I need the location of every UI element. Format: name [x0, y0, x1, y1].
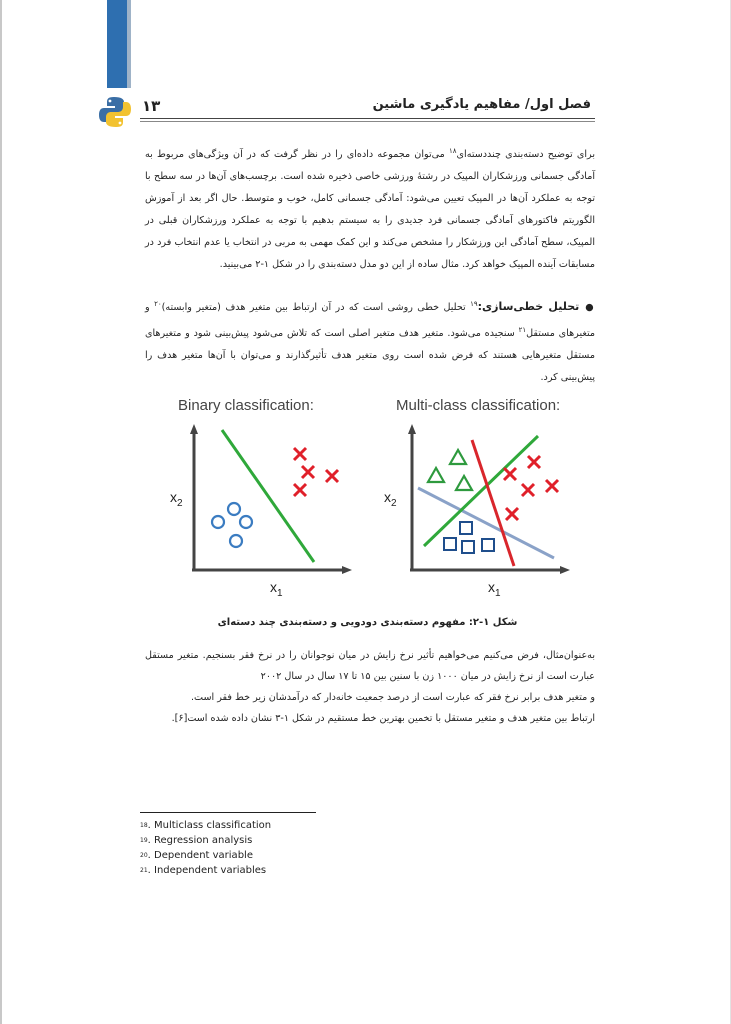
- example-line-3: ارتباط بین متغیر هدف و متغیر مستقل با تخمین بهترین خط مستقیم در شکل ۱-۳ نشان داده شده است[۶].: [171, 713, 595, 724]
- multiclass-y-arrow: [408, 424, 416, 434]
- python-logo-icon: [98, 95, 132, 129]
- class-square-point: [462, 541, 474, 553]
- class-square-point: [444, 538, 456, 550]
- class-circle-point: [212, 516, 224, 528]
- class-triangle-point: [456, 476, 472, 490]
- class-circle-point: [240, 516, 252, 528]
- bullet-text-c: سنجیده می‌شود. متغیر هدف متغیر اصلی است که تلاش می‌شود پیش‌بینی شود و متغیرهای مستقل متغیرهایی هستند که فرض شده است روی متغیر هدف تأثیرگذارند و می‌توان با آن‌ها متغیر هدف را پیش‌بینی کرد.: [145, 328, 595, 384]
- footnote-ref-18[interactable]: ۱۸: [448, 147, 457, 155]
- blue-tab-decoration: [107, 0, 127, 88]
- footnote-item: $^{19}$. Regression analysis: [140, 835, 253, 846]
- multiclass-title: Multi-class classification:: [396, 397, 561, 414]
- example-line-2: و متغیر هدف برابر نرخ فقر که عبارت است از درصد جمعیت خانه‌دار که درآمدشان زیر خط فقر است.: [191, 692, 595, 703]
- multiclass-x-arrow: [560, 566, 570, 574]
- multiclass-y-label: $x_2$: [384, 489, 397, 509]
- class-cross-point: [294, 484, 306, 496]
- footnote-item: $^{20}$. Dependent variable: [140, 850, 253, 861]
- bullet-paragraph: [145, 293, 595, 389]
- page-number: ۱۳: [142, 97, 161, 115]
- example-line-1: به‌عنوان‌مثال، فرض می‌کنیم می‌خواهیم تأثیر نرخ زایش در میان نوجوانان را در نرخ فقر بسنجیم. متغیر مستقل عبارت است از نرخ زایش در میان ۱۰۰۰ زن با سنین بین ۱۵ تا ۱۷ سال در سال ۲۰۰۲: [145, 650, 595, 682]
- class-circle-point: [230, 535, 242, 547]
- footnote-ref-19[interactable]: ۱۹: [470, 300, 478, 308]
- binary-x-arrow: [342, 566, 352, 574]
- footnote-item: $^{21}$. Independent variables: [140, 865, 267, 876]
- class-circle-point: [228, 503, 240, 515]
- multiclass-boundary-blue: [418, 488, 554, 558]
- intro-text-start: برای توضیح دسته‌بندی چنددسته‌ای: [456, 149, 595, 161]
- class-cross-point: [302, 466, 314, 478]
- footnote-ref-21[interactable]: ۲۱: [518, 326, 527, 335]
- class-triangle-point: [428, 468, 444, 482]
- footnote-item: $^{18}$. Multiclass classification: [140, 820, 272, 831]
- bullet-icon: ●: [585, 302, 595, 314]
- figure-caption: شکل ۱-۲: مفهوم دسته‌بندی دودویی و دسته‌بندی چند دسته‌ای: [217, 617, 518, 628]
- blue-tab-shadow: [127, 0, 131, 88]
- class-square-point: [482, 539, 494, 551]
- bullet-text-b: و متغیرهای مستقل: [145, 302, 595, 340]
- binary-points: [212, 448, 338, 547]
- intro-paragraph: [145, 140, 595, 276]
- multiclass-boundary-green: [424, 436, 538, 546]
- class-cross-point: [326, 470, 338, 482]
- class-cross-point: [294, 448, 306, 460]
- example-paragraph: [145, 645, 595, 729]
- class-cross-point: [504, 468, 516, 480]
- binary-decision-boundary: [222, 430, 314, 562]
- bullet-term: تحلیل خطی‌سازی:: [477, 300, 580, 314]
- binary-x-label: $x_1$: [270, 579, 283, 599]
- class-cross-point: [522, 484, 534, 496]
- classification-figure: [150, 392, 590, 610]
- class-cross-point: [546, 480, 558, 492]
- header-rule: [140, 118, 595, 119]
- intro-text-rest: می‌توان مجموعه داده‌ای را در نظر گرفت که در آن ویژگی‌های مربوط به آمادگی جسمانی ورزشکاران المپیک در رشتهٔ ورزشی خاصی ذخیره شده است. برچسب‌های آن‌ها در سه سطح با توجه به عملکرد آن‌ها در المپیک تعیین می‌شود: آمادگی جسمانی کامل، خوب و متوسط. حال اگر بعد از آموزش الگوریتم فاکتورهای آمادگی جسمانی فرد جدیدی را به سیستم بدهیم با توجه به عملکرد ورزشکاران قبلی در المپیک، سطح آمادگی این ورزشکار را مشخص می‌کند و این کمک مهمی به مربی در انتخاب یا عدم انتخاب فرد در مسابقات آینده المپیک خواهد کرد. مثال ساده از این دو مدل دسته‌بندی را در شکل ۱-۲ می‌بینید.: [145, 149, 595, 271]
- footnote-ref-20[interactable]: ۲۰: [154, 300, 162, 308]
- multiclass-x-label: $x_1$: [488, 579, 501, 599]
- bullet-text-a: تحلیل خطی روشی است که در آن ارتباط بین متغیر هدف (متغیر وابسته): [161, 302, 471, 314]
- class-cross-point: [506, 508, 518, 520]
- class-triangle-point: [450, 450, 466, 464]
- class-square-point: [460, 522, 472, 534]
- footnote-rule: [140, 812, 316, 813]
- page-edge-left: [0, 0, 2, 1024]
- header-rule-thin: [140, 121, 595, 122]
- footnotes: [140, 818, 271, 878]
- binary-y-arrow: [190, 424, 198, 434]
- class-cross-point: [528, 456, 540, 468]
- binary-y-label: $x_2$: [170, 489, 183, 509]
- binary-title: Binary classification:: [178, 397, 314, 414]
- chapter-title: فصل اول/ مفاهیم یادگیری ماشین: [372, 97, 591, 112]
